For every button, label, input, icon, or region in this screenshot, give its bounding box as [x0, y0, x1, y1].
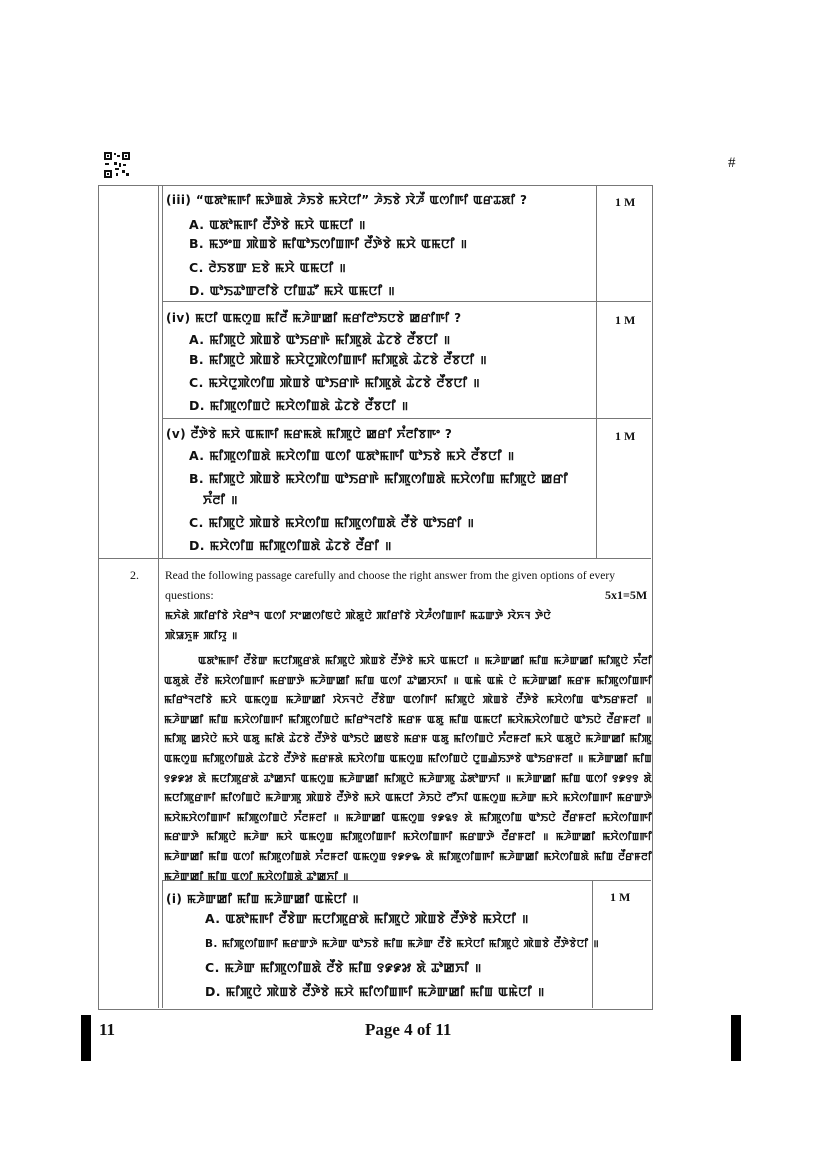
page-number: Page 4 of 11	[365, 1020, 452, 1039]
marks-iv: 1 M	[615, 313, 636, 327]
footer-number: 11	[99, 1020, 116, 1039]
passage-option-d: D. ꯃꯤꯄꯨꯅꯥ ꯄꯥꯡꯕꯥ ꯂꯩꯇꯥꯕꯥ ꯃꯆꯥ ꯃꯤꯁꯤꯡꯒꯤ ꯃꯍꯥꯛꯀꯤ ꯃꯤꯡ ꯑꯃꯥꯅꯤ ॥	[205, 984, 545, 999]
option-v-c: C. ꯃꯤꯄꯨꯅꯥ ꯄꯥꯡꯕꯥ ꯃꯆꯥꯁꯤꯡ ꯃꯤꯄꯨꯁꯤꯡꯗꯥ ꯂꯩꯕꯥ ꯑꯣꯏꯔꯤ ॥	[189, 515, 475, 530]
option-iii-d: D. ꯑꯣꯏꯊꯣꯛꯂꯤꯕꯥ ꯅꯤꯡꯊꯧ ꯃꯆꯥ ꯑꯃꯅꯤ ॥	[189, 283, 396, 298]
marks-passage-i: 1 M	[610, 890, 631, 904]
footer-right-bar	[731, 1015, 741, 1061]
table-divider	[162, 418, 651, 419]
table-divider	[162, 186, 163, 558]
option-v-a: A. ꯃꯤꯄꯨꯁꯤꯡꯗꯥ ꯃꯆꯥꯁꯤꯡ ꯑꯁꯤ ꯑꯗꯣꯃꯒꯤ ꯑꯣꯏꯕꯥ ꯃꯆꯥ ꯂꯩꯕꯅꯤ ॥	[189, 448, 515, 463]
option-iv-b: B. ꯃꯤꯄꯨꯅꯥ ꯄꯥꯡꯕꯥ ꯃꯆꯥꯅꯨꯄꯥꯁꯤꯡꯒꯤ ꯃꯤꯄꯨꯗꯥ ꯊꯥꯖꯕꯥ ꯂꯩꯕꯅꯤ ॥	[189, 352, 488, 367]
marks-v: 1 M	[615, 429, 636, 443]
table-divider	[596, 185, 597, 559]
table-divider	[162, 301, 651, 302]
passage-option-a: A. ꯑꯗꯣꯃꯒꯤ ꯂꯩꯕꯥꯛ ꯃꯅꯤꯄꯨꯔꯗꯥ ꯃꯤꯄꯨꯅꯥ ꯄꯥꯡꯕꯥ ꯂꯩꯇꯥꯕꯥ ꯃꯆꯥꯅꯤ ॥	[205, 911, 529, 926]
question-iv: (iv) ꯃꯅꯤ ꯑꯃꯁꯨꯡ ꯃꯤꯂꯩ ꯃꯍꯥꯛꯀꯤ ꯃꯔꯤꯂꯣꯏꯅꯕꯥ ꯀꯔꯤꯒꯤ ?	[166, 311, 462, 325]
reading-passage: ꯑꯗꯣꯃꯒꯤ ꯂꯩꯕꯥꯛ ꯃꯅꯤꯄꯨꯔꯗꯥ ꯃꯤꯄꯨꯅꯥ ꯄꯥꯡꯕꯥ ꯂꯩꯇꯥꯕꯥ ꯃꯆꯥ ꯑꯃꯅꯤ ॥ ꯃꯍꯥꯛꯀꯤ ꯃꯤꯡ ꯃꯍꯥꯛꯀꯤ ꯃꯤꯄꯨꯅꯥ ꯈꯪꯂꯤ ꯑꯗꯨꯗꯥ ꯂꯩꯕꯥ ꯃꯆꯥꯁꯤꯡꯒꯤ ꯃꯔꯛꯇꯥ ꯃꯍꯥꯛꯀꯤ ꯃꯤꯡ ꯑꯁꯤ ꯊꯣꯀꯆꯈꯤ ॥ ꯑꯃꯥ ꯑꯃꯥ ꯅꯥ ꯃꯍꯥꯛꯀꯤ ꯃꯔꯝ ꯃꯤꯄꯨꯁꯤꯡꯒꯤ ꯃꯤꯔꯣꯜꯂꯤꯕꯥ ꯃꯆꯥ ꯑꯃꯁꯨꯡ ꯃꯍꯥꯛꯀꯤ ꯋꯥꯈꯜꯅꯥ ꯂꯩꯕꯥꯛ ꯑꯁꯤꯒꯤ ꯃꯤꯄꯨꯅꯥ ꯄꯥꯡꯕꯥ ꯂꯩꯇꯥꯕꯥ ꯃꯆꯥꯁꯤꯡ ꯑꯣꯏꯔꯝꯂꯤ ॥ ꯃꯍꯥꯛꯀꯤ ꯃꯤꯡ ꯃꯆꯥꯁꯤꯡꯒꯤ ꯃꯤꯄꯨꯁꯤꯡꯅꯥ ꯃꯤꯔꯣꯜꯂꯤꯕꯥ ꯃꯔꯝ ꯑꯗꯨ ꯃꯤꯡ ꯑꯃꯅꯤ ꯃꯆꯥꯃꯆꯥꯁꯤꯡꯅꯥ ꯑꯣꯏꯅꯥ ꯂꯩꯔꯝꯂꯤ ॥ ꯃꯤꯄꯨ ꯀꯌꯥꯅꯥ ꯃꯆꯥ ꯑꯗꯨ ꯃꯤꯗꯥ ꯊꯥꯖꯕꯥ ꯂꯩꯇꯥꯕꯥ ꯑꯣꯏꯅꯥ ꯀꯟꯕꯥ ꯃꯔꯝ ꯑꯗꯨ ꯃꯤꯁꯤꯡꯅꯥ ꯈꯪꯂꯝꯂꯤ ꯃꯆꯥ ꯑꯗꯨꯅꯥ ꯃꯍꯥꯛꯀꯤ ꯃꯤꯄꯨ ꯑꯃꯁꯨꯡ ꯃꯤꯄꯨꯁꯤꯡꯗꯥ ꯊꯥꯖꯕꯥ ꯂꯩꯇꯥꯕꯥ ꯃꯔꯝꯗꯥ ꯃꯆꯥꯁꯤꯡ ꯑꯃꯁꯨꯡ ꯃꯤꯁꯤꯡꯅꯥ ꯅꯨꯡꯉꯥꯏꯇꯕꯥ ꯑꯣꯏꯔꯝꯂꯤ ॥ ꯃꯍꯥꯛꯀꯤ ꯃꯤꯡ ꯱꯹꯹꯷ ꯗꯥ ꯃꯅꯤꯄꯨꯔꯗꯥ ꯊꯣꯀꯈꯤ ꯑꯃꯁꯨꯡ ꯃꯍꯥꯛꯀꯤ ꯃꯤꯄꯨꯅꯥ ꯃꯍꯥꯛꯄꯨ ꯊꯥꯗꯣꯛꯈꯤ ॥ ꯃꯍꯥꯛꯀꯤ ꯃꯤꯡ ꯑꯁꯤ ꯱꯹꯱꯱ ꯗꯥ ꯃꯅꯤꯄꯨꯔꯒꯤ ꯃꯤꯁꯤꯡꯅꯥ ꯃꯍꯥꯛꯄꯨ ꯄꯥꯡꯕꯥ ꯂꯩꯇꯥꯕꯥ ꯃꯆꯥ ꯑꯃꯅꯤ ꯍꯥꯏꯅꯥ ꯂꯧꯈꯤ ꯑꯃꯁꯨꯡ ꯃꯍꯥꯛ ꯃꯆꯥ ꯃꯆꯥꯁꯤꯡꯒꯤ ꯃꯔꯛꯇꯥ ꯃꯆꯥꯃꯆꯥꯁꯤꯡꯒꯤ ꯃꯤꯄꯨꯁꯤꯡꯅꯥ ꯈꯪꯂꯝꯂꯤ ॥ ꯃꯍꯥꯛꯀꯤ ꯑꯃꯁꯨꯡ ꯱꯹꯲꯱ ꯗꯥ ꯃꯤꯄꯨꯁꯤꯡ ꯑꯣꯏꯅꯥ ꯂꯩꯔꯝꯂꯤ ꯃꯆꯥꯁꯤꯡꯒꯤ ꯃꯔꯛꯇꯥ ꯃꯤꯄꯨꯅꯥ ꯃꯍꯥꯛ ꯃꯆꯥ ꯑꯃꯁꯨꯡ ꯃꯤꯄꯨꯁꯤꯡꯒꯤ ꯃꯆꯥꯁꯤꯡꯒꯤ ꯃꯔꯛꯇꯥ ꯂꯩꯔꯝꯂꯤ ॥ ꯃꯍꯥꯛꯀꯤ ꯃꯆꯥꯁꯤꯡꯒꯤ ꯃꯍꯥꯛꯀꯤ ꯃꯤꯡ ꯑꯁꯤ ꯃꯤꯄꯨꯁꯤꯡꯗꯥ ꯈꯪꯂꯝꯂꯤ ꯑꯃꯁꯨꯡ ꯱꯹꯸꯳ ꯗꯥ ꯃꯤꯄꯨꯁꯤꯡꯒꯤ ꯃꯍꯥꯛꯀꯤ ꯃꯆꯥꯁꯤꯡꯗꯥ ꯃꯤꯡ ꯂꯩꯔꯝꯂꯤ ꯃꯍꯥꯛꯀꯤ ꯃꯤꯡ ꯑꯁꯤ ꯃꯆꯥꯁꯤꯡꯗꯥ ꯊꯣꯀꯈꯤ ॥	[164, 655, 652, 883]
marks-iii: 1 M	[615, 195, 636, 209]
option-v-b-cont: ꯈꯪꯂꯤ ॥	[203, 492, 239, 507]
qr-code-icon	[104, 152, 130, 178]
passage-option-b: B. ꯃꯤꯄꯨꯁꯤꯡꯒꯤ ꯃꯔꯛꯇꯥ ꯃꯍꯥꯛ ꯑꯣꯏꯕꯥ ꯃꯤꯡ ꯃꯍꯥꯛ ꯂꯩꯕꯥ ꯃꯆꯥꯅꯤ ꯃꯤꯄꯨꯅꯥ ꯄꯥꯡꯕꯥ ꯂꯩꯇꯥꯕꯥꯅꯤ ॥	[205, 938, 600, 950]
table-divider	[98, 558, 651, 559]
table-divider	[162, 880, 163, 1008]
footer-left-bar	[81, 1015, 91, 1061]
instruction-line-2: questions:	[165, 588, 214, 602]
instruction-line-1: Read the following passage carefully and choose the right answer from the given options of every	[165, 570, 615, 582]
option-iv-d: D. ꯃꯤꯄꯨꯁꯤꯡꯅꯥ ꯃꯆꯥꯁꯤꯡꯗꯥ ꯊꯥꯖꯕꯥ ꯂꯩꯕꯅꯤ ॥	[189, 398, 409, 413]
table-divider	[158, 185, 159, 1008]
passage-question-i: (i) ꯃꯍꯥꯛꯀꯤ ꯃꯤꯡ ꯃꯍꯥꯛꯀꯤ ꯑꯃꯥꯅꯤ ॥	[166, 892, 360, 906]
option-iii-c: C. ꯂꯥꯏꯕꯛ ꯐꯕꯥ ꯃꯆꯥ ꯑꯃꯅꯤ ॥	[189, 260, 347, 275]
option-iii-a: A. ꯑꯗꯣꯃꯒꯤ ꯂꯩꯇꯥꯕꯥ ꯃꯆꯥ ꯑꯃꯅꯤ ॥	[189, 217, 366, 232]
option-iv-c: C. ꯃꯆꯥꯅꯨꯄꯥꯁꯤꯡ ꯄꯥꯡꯕꯥ ꯑꯣꯏꯔꯒꯥ ꯃꯤꯄꯨꯗꯥ ꯊꯥꯖꯕꯥ ꯂꯩꯕꯅꯤ ॥	[189, 375, 481, 390]
passage-option-c: C. ꯃꯍꯥꯛ ꯃꯤꯄꯨꯁꯤꯡꯗꯥ ꯂꯩꯕꯥ ꯃꯤꯡ ꯱꯹꯹꯷ ꯗꯥ ꯊꯣꯀꯈꯤ ॥	[205, 960, 482, 975]
option-iv-a: A. ꯃꯤꯄꯨꯅꯥ ꯄꯥꯡꯕꯥ ꯑꯣꯏꯔꯒꯥ ꯃꯤꯄꯨꯗꯥ ꯊꯥꯖꯕꯥ ꯂꯩꯕꯅꯤ ॥	[189, 332, 451, 347]
question-number-2: 2.	[130, 568, 139, 582]
marks-section-2: 5x1=5M	[605, 588, 648, 602]
option-v-d: D. ꯃꯆꯥꯁꯤꯡ ꯃꯤꯄꯨꯁꯤꯡꯗꯥ ꯊꯥꯖꯕꯥ ꯂꯩꯔꯤ ॥	[189, 538, 392, 553]
option-iii-b: B. ꯃꯇꯦꯡ ꯄꯥꯡꯕꯥ ꯃꯤꯑꯣꯏꯁꯤꯡꯒꯤ ꯂꯩꯇꯥꯕꯥ ꯃꯆꯥ ꯑꯃꯅꯤ ॥	[189, 236, 468, 251]
passage-intro-line-2: ꯄꯥꯎꯈꯨꯝ ꯄꯤꯌꯨ ॥	[165, 630, 238, 642]
option-v-b: B. ꯃꯤꯄꯨꯅꯥ ꯄꯥꯡꯕꯥ ꯃꯆꯥꯁꯤꯡ ꯑꯣꯏꯔꯒꯥ ꯃꯤꯄꯨꯁꯤꯡꯗꯥ ꯃꯆꯥꯁꯤꯡ ꯃꯤꯄꯨꯅꯥ ꯀꯔꯤ	[189, 471, 569, 486]
hash-mark: #	[728, 155, 736, 171]
passage-intro-line-1: ꯃꯈꯥꯗꯥ ꯄꯤꯔꯤꯕꯥ ꯋꯥꯔꯣꯜ ꯑꯁꯤ ꯆꯦꯀꯁꯤꯟꯅꯥ ꯄꯥꯗꯨꯅꯥ ꯄꯤꯔꯤꯕꯥ ꯋꯥꯍꯪꯁꯤꯡꯒꯤ ꯃꯊꯛꯇꯥ ꯋꯥꯈꯜ ꯇꯥꯅꯥ	[165, 610, 552, 622]
question-iii: (iii) “ꯑꯗꯣꯃꯒꯤ ꯃꯇꯥꯡꯗꯥ ꯍꯥꯏꯕꯥ ꯃꯆꯥꯅꯤ” ꯍꯥꯏꯕꯥ ꯋꯥꯍꯩ ꯑꯁꯤꯒꯤ ꯑꯔꯊꯗꯤ ?	[166, 193, 528, 207]
question-v: (v) ꯂꯩꯇꯥꯕꯥ ꯃꯆꯥ ꯑꯃꯒꯤ ꯃꯔꯃꯗꯥ ꯃꯤꯄꯨꯅꯥ ꯀꯔꯤ ꯈꯪꯂꯤꯕꯒꯦ ?	[166, 427, 453, 441]
